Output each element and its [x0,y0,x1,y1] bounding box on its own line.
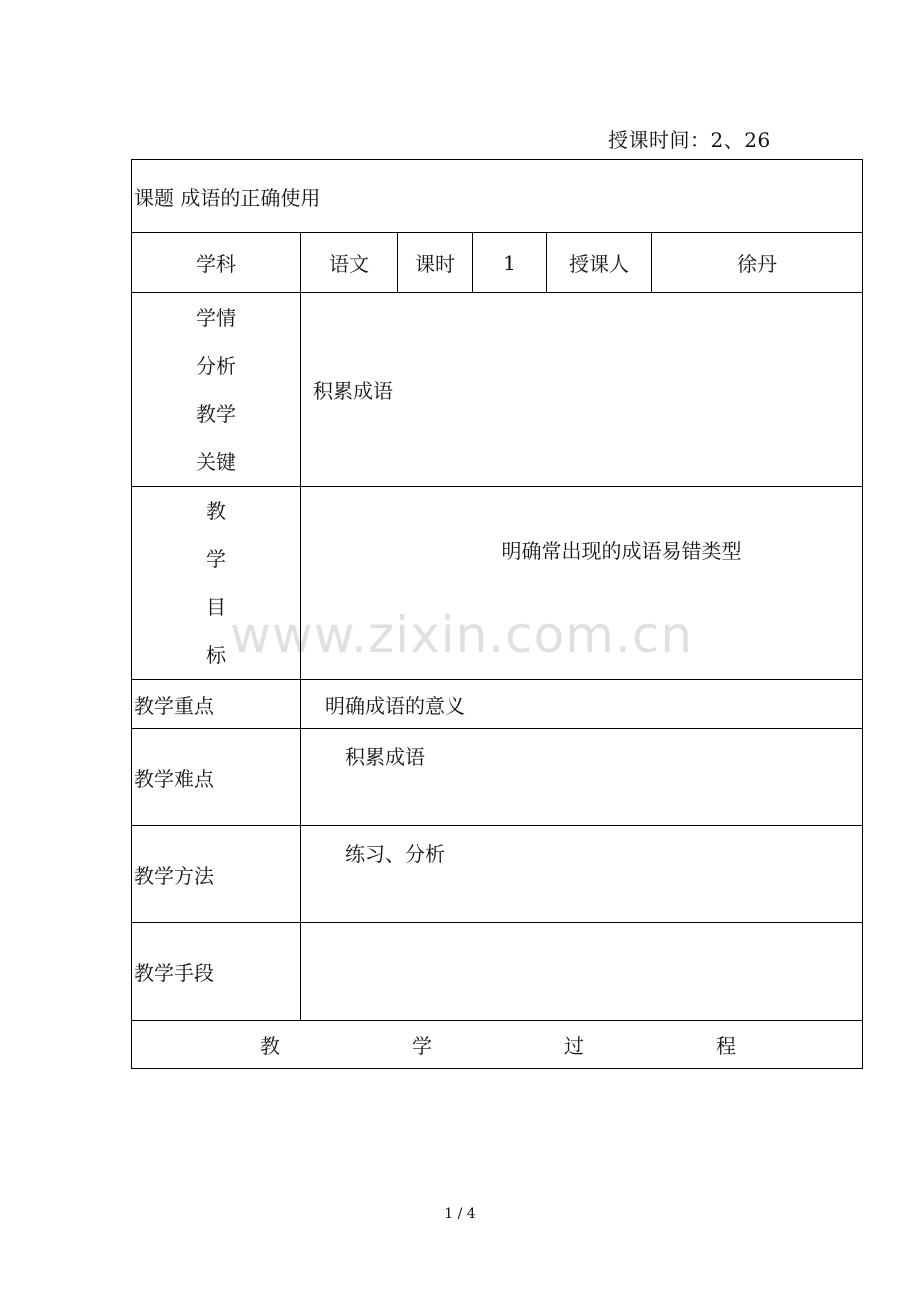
analysis-value: 积累成语 [301,293,863,487]
goals-label [132,487,301,680]
analysis-label [132,293,301,487]
goals-value: 明确常出现的成语易错类型 [301,487,863,680]
analysis-label-line: 关键 [196,449,236,474]
process-char: 学 [412,1034,433,1058]
teacher-value: 徐丹 [652,233,863,293]
focus-row [132,680,863,729]
process-cell [132,1021,863,1069]
watermark: www.zixin.com.cn [230,606,694,664]
process-char: 过 [564,1034,585,1058]
means-value [301,923,863,1021]
topic-row [132,160,863,233]
subject-value: 语文 [301,233,398,293]
subject-label: 学科 [132,233,301,293]
method-label: 教学方法 [132,826,301,923]
analysis-label-line: 教学 [196,401,236,426]
hours-label: 课时 [398,233,473,293]
page-number: 1 / 4 [444,1206,476,1222]
process-row [132,1021,863,1069]
focus-value: 明确成语的意义 [301,680,863,729]
info-row [132,233,863,293]
goals-row [132,487,863,680]
teacher-label: 授课人 [547,233,652,293]
means-row [132,923,863,1021]
method-value: 练习、分析 [301,826,863,923]
goals-label-line: 标 [206,643,226,667]
goals-label-line: 教 [206,499,226,523]
topic-cell: 课题 成语的正确使用 [132,160,863,233]
focus-label: 教学重点 [132,680,301,729]
lesson-plan-table [131,159,863,1069]
method-row [132,826,863,923]
process-char: 教 [260,1034,280,1058]
goals-label-line: 学 [206,547,226,571]
goals-label-line: 目 [206,595,226,619]
process-char: 程 [716,1034,737,1058]
analysis-label-line: 分析 [196,353,236,378]
hours-value: 1 [473,233,547,293]
difficulty-value: 积累成语 [301,729,863,826]
process-heading [132,1030,862,1059]
difficulty-row [132,729,863,826]
class-time: 授课时间：2、26 [608,128,771,152]
analysis-label-line: 学情 [196,305,236,330]
analysis-row [132,293,863,487]
difficulty-label: 教学难点 [132,729,301,826]
means-label: 教学手段 [132,923,301,1021]
